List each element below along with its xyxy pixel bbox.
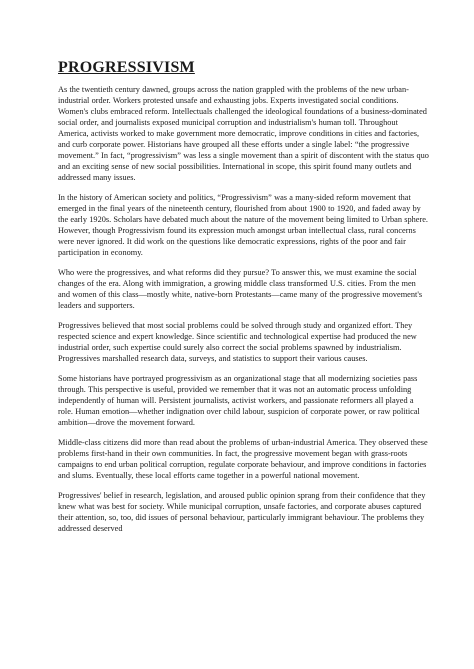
document-title: PROGRESSIVISM xyxy=(58,59,195,76)
paragraph-5: Some historians have portrayed progressivism as an organizational stage that all modernizing societies pass through. This perspective is useful, provided we remember that it was not an automatic process unfolding independently of human will. Persistent journalists, activist workers, and passionate reformers all played a role. Human emotion—whether indignation over child labour, suspicion of corporate power, or raw political ambition—drove the movement forward. xyxy=(58,374,420,427)
document-page xyxy=(58,58,430,543)
paragraph-4: Progressives believed that most social problems could be solved through study and organized effort. They respected science and expert knowledge. Since scientific and technological expertise had produced the new industrial order, such expertise could surely also correct the social problems spawned by industrialism. Progressives marshalled research data, surveys, and statistics to support their various causes. xyxy=(58,321,417,363)
paragraph-3: Who were the progressives, and what reforms did they pursue? To answer this, we must examine the social changes of the era. Along with immigration, a growing middle class transformed U.S. cities. From the men and women of this class—mostly white, native-born Protestants—came many of the progressive movement's leaders and supporters. xyxy=(58,268,423,310)
paragraph-1: As the twentieth century dawned, groups across the nation grappled with the problems of the new urban-industrial order. Workers protested unsafe and exhausting jobs. Experts investigated social conditions. Women's clubs embraced reform. Intellectuals challenged the ideological foundations of a business-dominated social order, and journalists exposed municipal corruption and industrialism's human toll. Throughout America, activists worked to make government more democratic, improve conditions in cities and factories, and curb corporate power. Historians have grouped all these efforts under a single label: “the progressive movement.” In fact, “progressivism” was less a single movement than a spirit of discontent with the status quo and an exciting sense of new social possibilities. International in scope, this spirit found many outlets and addressed many issues. xyxy=(58,85,429,182)
paragraph-2: In the history of American society and politics, “Progressivism” was a many-sided reform movement that emerged in the final years of the nineteenth century, flourished from about 1900 to 1920, and faded away by the early 1920s. Scholars have debated much about the nature of the movement being limited to Urban sphere. However, though Progressivism found its expression much amongst urban intellectual class, rural concerns were never ignored. It did work on the questions like democratic expressions, rights of the poor and fair participation in economy. xyxy=(58,193,428,257)
paragraph-7: Progressives' belief in research, legislation, and aroused public opinion sprang from their confidence that they knew what was best for society. While municipal corruption, unsafe factories, and corporate abuses captured their attention, so, too, did issues of personal behaviour, particularly immigrant behaviour. The problems they addressed deserved xyxy=(58,491,426,533)
paragraph-6: Middle-class citizens did more than read about the problems of urban-industrial America. They observed these problems first-hand in their own communities. In fact, the progressive movement began with grass-roots campaigns to end urban political corruption, regulate corporate behaviour, and improve conditions in factories and slums. Eventually, these local efforts came together in a powerful national movement. xyxy=(58,438,428,480)
